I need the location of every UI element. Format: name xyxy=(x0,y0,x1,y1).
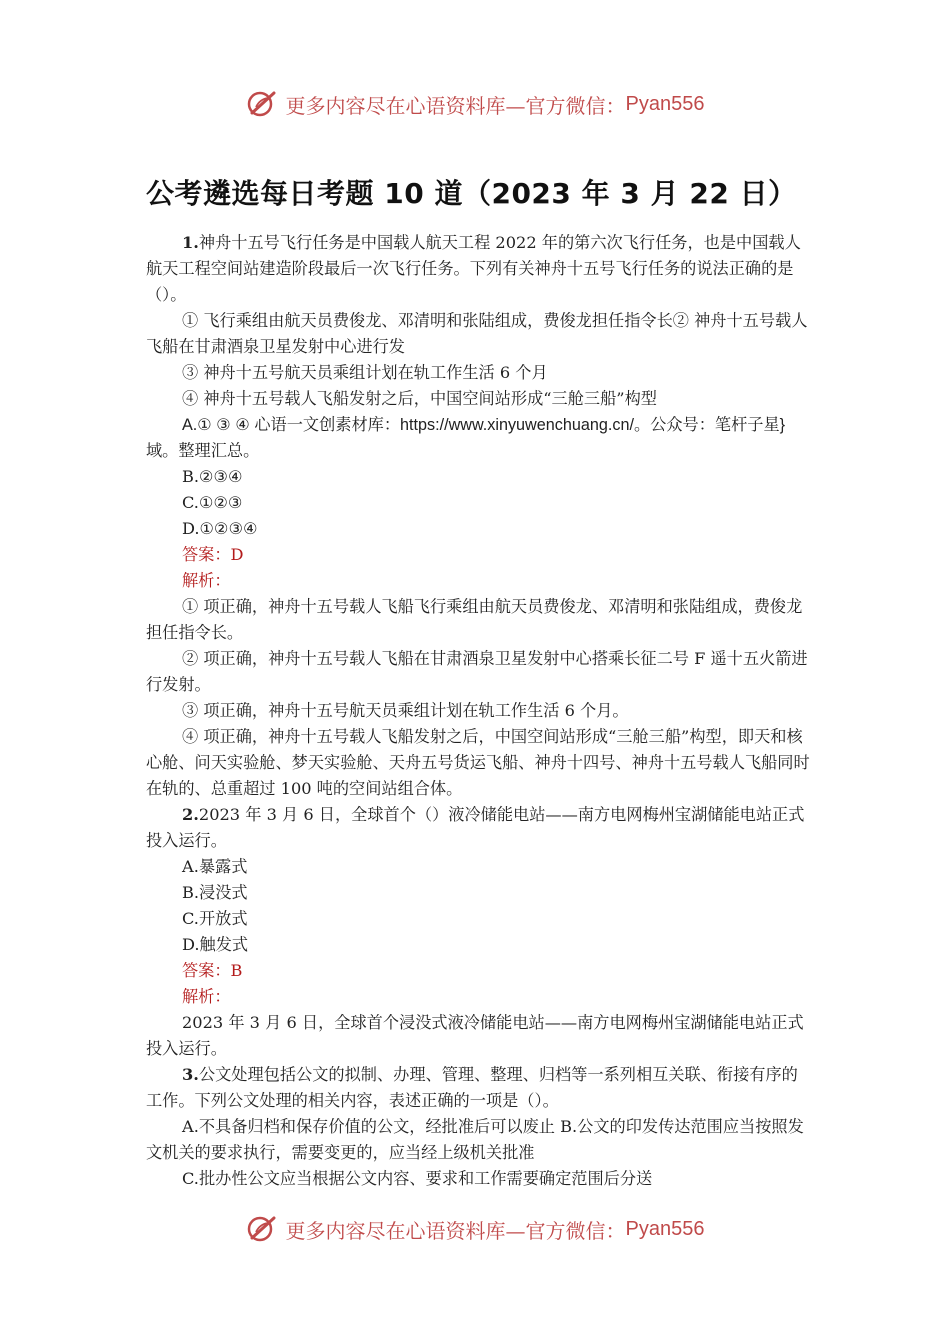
question-1 xyxy=(146,230,812,308)
analysis-text: 2023 年 3 月 6 日，全球首个浸没式液冷储能电站——南方电网梅州宝湖储能电站正式投入运行。 xyxy=(146,1013,804,1058)
answer: 答案：D xyxy=(182,545,244,564)
question-stem: 公文处理包括公文的拟制、办理、管理、整理、归档等一系列相互关联、衔接有序的工作。下列公文处理的相关内容，表述正确的一项是（）。 xyxy=(146,1065,798,1110)
option-b: B.浸没式 xyxy=(182,883,248,902)
option-d: D.①②③④ xyxy=(182,519,258,538)
page-title: 公考遴选每日考题 10 道（2023 年 3 月 22 日） xyxy=(146,177,797,210)
question-number: 2. xyxy=(182,805,199,824)
answer: 答案：B xyxy=(182,961,243,980)
analysis-text: ② 项正确，神舟十五号载人飞船在甘肃酒泉卫星发射中心搭乘长征二号 F 遥十五火箭进行发射。 xyxy=(146,649,808,694)
pen-logo-icon xyxy=(246,89,280,119)
statement: ① 飞行乘组由航天员费俊龙、邓清明和张陆组成，费俊龙担任指令长② 神舟十五号载人飞船在甘肃酒泉卫星发射中心进行发 xyxy=(146,311,808,356)
option-d: D.触发式 xyxy=(182,935,249,954)
question-stem: 2023 年 3 月 6 日，全球首个（）液冷储能电站——南方电网梅州宝湖储能电站正式投入运行。 xyxy=(146,805,805,850)
banner-text: 更多内容尽在心语资料库—官方微信： xyxy=(285,93,626,118)
option-c: C.批办性公文应当根据公文内容、要求和工作需要确定范围后分送 xyxy=(182,1169,653,1188)
banner-text: 更多内容尽在心语资料库—官方微信： xyxy=(285,1218,626,1243)
question-stem: 神舟十五号飞行任务是中国载人航天工程 2022 年的第六次飞行任务，也是中国载人航天工程空间站建造阶段最后一次飞行任务。下列有关神舟十五号飞行任务的说法正确的是（）。 xyxy=(146,233,801,304)
question-2 xyxy=(146,802,812,854)
analysis-text: ③ 项正确，神舟十五号航天员乘组计划在轨工作生活 6 个月。 xyxy=(182,701,629,720)
option-b: B.②③④ xyxy=(182,467,243,486)
footer-banner xyxy=(0,1207,950,1251)
analysis-label: 解析： xyxy=(182,571,231,590)
question-3 xyxy=(146,1062,812,1114)
analysis-label: 解析： xyxy=(182,987,231,1006)
option-a: A.暴露式 xyxy=(182,857,248,876)
option-a: A.① ③ ④ 心语一文创素材库：https://www.xinyuwenchuang.cn/。公众号：笔杆子星}域。整理汇总。 xyxy=(146,416,786,460)
analysis-text: ④ 项正确，神舟十五号载人飞船发射之后，中国空间站形成“三舱三船”构型，即天和核心舱、问天实验舱、梦天实验舱、天舟五号货运飞船、神舟十四号、神舟十五号载人飞船同时在轨的、总重超过 100 吨的空间站组合体。 xyxy=(146,727,810,798)
option-c: C.开放式 xyxy=(182,909,248,928)
option-a-b: A.不具备归档和保存价值的公文，经批准后可以废止 B.公文的印发传达范围应当按照发文机关的要求执行，需要变更的，应当经上级机关批准 xyxy=(146,1117,804,1162)
question-number: 1. xyxy=(182,233,199,252)
statement: ③ 神舟十五号航天员乘组计划在轨工作生活 6 个月 xyxy=(182,363,548,382)
analysis-text: ① 项正确，神舟十五号载人飞船飞行乘组由航天员费俊龙、邓清明和张陆组成，费俊龙担任指令长。 xyxy=(146,597,803,642)
header-banner xyxy=(0,82,950,126)
question-content xyxy=(146,230,812,1192)
question-number: 3. xyxy=(182,1065,199,1084)
banner-wechat-id: Pyan556 xyxy=(625,1217,705,1240)
statement: ④ 神舟十五号载人飞船发射之后，中国空间站形成“三舱三船”构型 xyxy=(182,389,657,408)
banner-wechat-id: Pyan556 xyxy=(625,92,705,115)
option-c: C.①②③ xyxy=(182,493,243,512)
pen-logo-icon xyxy=(246,1214,280,1244)
